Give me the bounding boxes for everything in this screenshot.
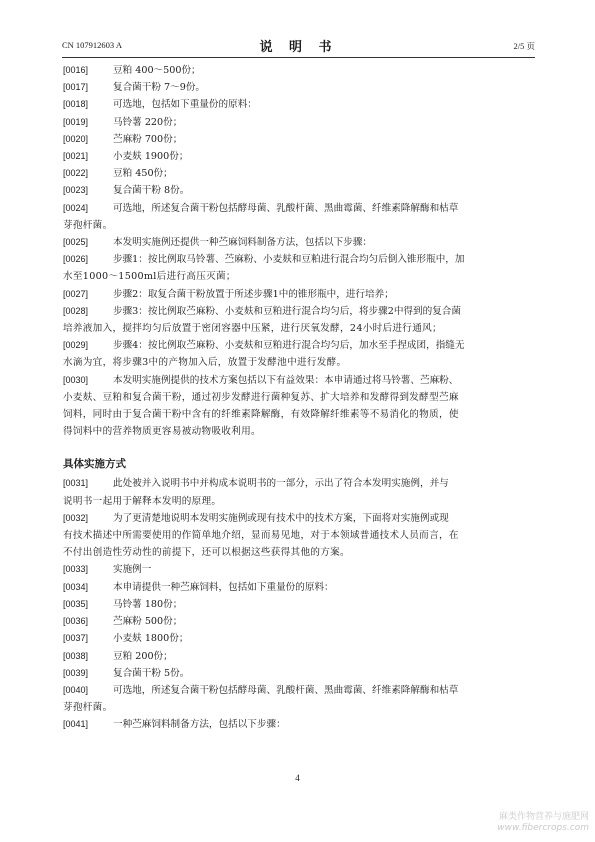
paragraph-text: 实施例一 [113,564,152,576]
paragraph [63,286,538,303]
paragraph-text: 为了更清楚地说明本发明实施例或现有技术中的技术方案，下面将对实施例或现 [113,512,449,524]
paragraph-continuation: 饲料，同时由于复合菌干粉中含有的纤维素降解酶，有效降解纤维素等不易消化的物质，使 [63,409,459,421]
paragraph [63,596,538,613]
paragraph-number: [0025] [63,237,89,248]
paragraph-text: 苎麻粉 500份； [113,616,183,628]
paragraph-number: [0041] [63,719,89,730]
paragraph-text: 一种苎麻饲料制备方法，包括以下步骤： [113,719,286,731]
publication-number: CN 107912603 A [62,40,122,50]
paragraph-continuation: 不付出创造性劳动性的前提下，还可以根据这些获得其他的方案。 [63,547,350,559]
paragraph-number: [0023] [63,185,89,196]
paragraph [63,200,538,217]
paragraph-continuation: 芽孢杆菌。 [63,702,113,714]
paragraph [63,96,538,113]
paragraph [63,475,538,492]
paragraph-number: [0027] [63,288,89,299]
paragraph [63,613,538,630]
paragraph-text: 豆粕 200份； [113,650,173,662]
paragraph-number: [0028] [63,305,89,316]
paragraph [63,630,538,647]
paragraph-list-top [63,62,538,440]
paragraph [63,251,538,268]
paragraph-text: 本申请提供一种苎麻饲料，包括如下重量份的原料： [113,581,334,593]
document-body [63,62,538,734]
paragraph-continuation: 小麦麸、豆粕和复合菌干粉，通过初步发酵进行菌种复苏、扩大培养和发酵得到发酵型苎麻 [63,391,459,403]
paragraph-number: [0018] [63,99,89,110]
paragraph-text: 马铃薯 220份； [113,116,183,128]
paragraph-text: 小麦麸 1800份； [113,633,189,645]
page-number: 4 [295,773,300,783]
paragraph-list-bottom [63,475,538,733]
paragraph-text: 本发明实施例还提供一种苎麻饲料制备方法，包括以下步骤： [113,237,373,249]
paragraph-text: 复合菌干粉 5份。 [113,667,190,679]
paragraph-number: [0040] [63,684,89,695]
paragraph [63,148,538,165]
paragraph-continuation: 芽孢杆菌。 [63,219,113,231]
paragraph [63,510,538,527]
paragraph-number: [0038] [63,650,89,661]
paragraph-continuation: 得饲料中的营养物质更容易被动物吸收利用。 [63,426,261,438]
paragraph [63,62,538,79]
paragraph-number: [0017] [63,82,89,93]
paragraph-number: [0022] [63,168,89,179]
document-title: 说 明 书 [259,40,338,55]
paragraph [63,579,538,596]
paragraph-text: 步骤1：按比例取马铃薯、苎麻粉、小麦麸和豆粕进行混合均匀后倒入锥形瓶中，加 [113,254,465,266]
paragraph [63,303,538,320]
paragraph [63,682,538,699]
paragraph-number: [0034] [63,581,89,592]
paragraph [63,165,538,182]
paragraph-text: 可选地，所述复合菌干粉包括酵母菌、乳酸杆菌、黑曲霉菌、纤维素降解酶和枯草 [113,202,459,214]
paragraph [63,182,538,199]
paragraph-number: [0031] [63,478,89,489]
paragraph-number: [0033] [63,564,89,575]
paragraph-number: [0032] [63,512,89,523]
paragraph [63,716,538,733]
paragraph-number: [0021] [63,151,89,162]
paragraph-text: 豆粕 450份； [113,168,173,180]
paragraph-text: 可选地，包括如下重量份的原料： [113,99,257,111]
paragraph [63,337,538,354]
paragraph [63,561,538,578]
paragraph-number: [0019] [63,116,89,127]
paragraph [63,648,538,665]
paragraph-number: [0029] [63,340,89,351]
paragraph-number: [0030] [63,374,89,385]
paragraph-text: 步骤3：按比例取苎麻粉、小麦麸和豆粕进行混合均匀后，将步骤2中得到的复合菌 [113,305,461,317]
header-divider [62,57,535,58]
paragraph-text: 小麦麸 1900份； [113,151,189,163]
watermark-url: www.fibercrops.com [497,823,589,833]
paragraph-number: [0037] [63,633,89,644]
paragraph-text: 复合菌干粉 7～9份。 [113,82,206,94]
paragraph-text: 复合菌干粉 8份。 [113,185,190,197]
paragraph [63,79,538,96]
paragraph-text: 本发明实施例提供的技术方案包括以下有益效果：本申请通过将马铃薯、苎麻粉、 [113,374,459,386]
paragraph-text: 可选地，所述复合菌干粉包括酵母菌、乳酸杆菌、黑曲霉菌、纤维素降解酶和枯草 [113,684,459,696]
paragraph [63,131,538,148]
paragraph-number: [0035] [63,598,89,609]
paragraph [63,114,538,131]
paragraph-text: 豆粕 400～500份； [113,65,201,76]
paragraph-number: [0036] [63,616,89,627]
page-ratio: 2/5 页 [513,41,535,51]
paragraph-continuation: 培养液加入，搅拌均匀后放置于密闭容器中压紧，进行厌氧发酵，24小时后进行通风； [63,323,442,335]
paragraph-continuation: 有技术描述中所需要使用的作简单地介绍，显而易见地，对于本领域普通技术人员而言，在 [63,530,459,542]
paragraph-continuation: 水滴为宜，将步骤3中的产物加入后，放置于发酵池中进行发酵。 [63,357,347,369]
paragraph-number: [0016] [63,65,89,75]
paragraph-number: [0026] [63,254,89,265]
paragraph [63,372,538,389]
section-heading: 具体实施方式 [63,458,126,471]
watermark-site-name: 麻类作物营养与施肥网 [498,812,589,822]
paragraph-text: 步骤4：按比例取苎麻粉、小麦麸和豆粕进行混合均匀后，加水至手捏成团，指缝无 [113,340,465,352]
paragraph [63,234,538,251]
page-header [62,36,535,56]
paragraph-text: 马铃薯 180份； [113,598,183,610]
paragraph-continuation: 水至1000～1500ml后进行高压灭菌； [63,271,236,283]
paragraph-number: [0039] [63,667,89,678]
paragraph-text: 苎麻粉 700份； [113,133,183,145]
paragraph-number: [0024] [63,202,89,213]
paragraph-text: 步骤2：取复合菌干粉放置于所述步骤1中的锥形瓶中，进行培养； [113,288,394,300]
paragraph-continuation: 说明书一起用于解释本发明的原理。 [63,495,222,507]
paragraph-number: [0020] [63,133,89,144]
site-watermark [497,812,589,834]
paragraph [63,665,538,682]
paragraph-text: 此处被并入说明书中并构成本说明书的一部分，示出了符合本发明实施例，并与 [113,478,449,490]
